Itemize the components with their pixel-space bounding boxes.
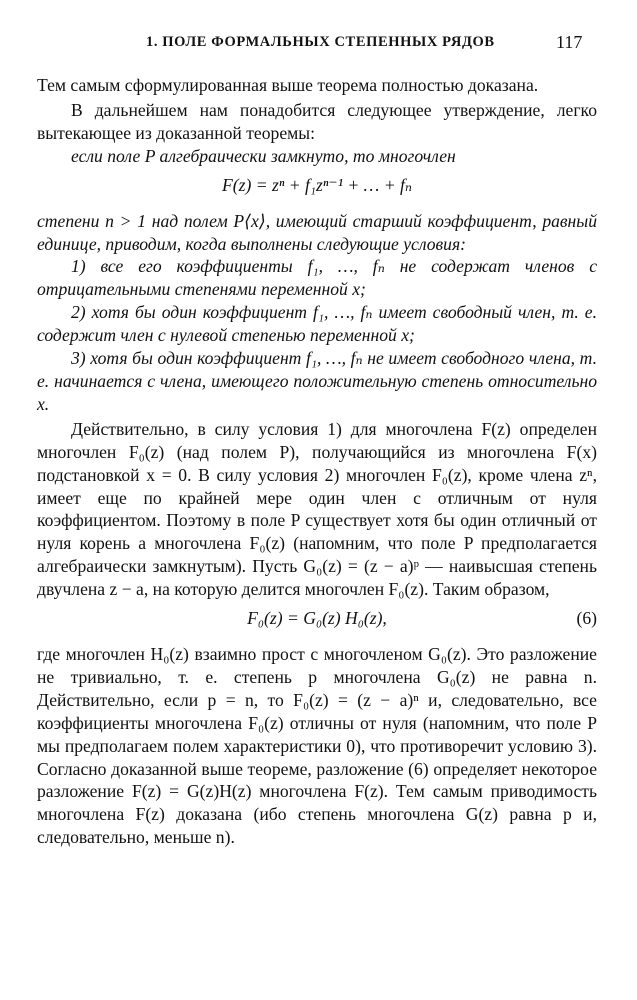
page-body: [37, 74, 597, 849]
condition-3: 3) хотя бы один коэффициент f₁, …, fₙ не имеет свободного члена, т. е. начинается с члена, имеющего положительную степень относительно x.: [37, 348, 597, 414]
paragraph-proof: Действительно, в силу условия 1) для многочлена F(z) определен многочлен F₀(z) (над полем P), получающийся из многочлена F(x) подстановкой x = 0. В силу условия 2) многочлен F₀(z), кроме члена zⁿ, имеет еще по крайней мере один член с отличным от нуля коэффициентом. Поэтому в поле P существует хотя бы один отличный от нуля корень a многочлена F₀(z) (напомним, что поле P предполагается алгебраически замкнутым). Пусть G₀(z) = (z − a)ᵖ — наивысшая степень двучлена z − a, на которую делится многочлен F₀(z). Таким образом,: [37, 418, 597, 600]
equation-polynomial: [37, 168, 597, 210]
equation-factorization-text: F₀(z) = G₀(z) H₀(z),: [247, 608, 387, 629]
equation-number: (6): [576, 608, 597, 629]
equation-polynomial-text: F(z) = zⁿ + f₁zⁿ⁻¹ + … + fₙ: [222, 174, 412, 195]
condition-1: 1) все его коэффициенты f₁, …, fₙ не содержат членов с отрицательными степенями переменной x;: [37, 256, 597, 300]
paragraph-proof-continued: где многочлен H₀(z) взаимно прост с многочленом G₀(z). Это разложение не тривиально, т. е. степень p многочлена G₀(z) не равна n. Действительно, если p = n, то F₀(z) = (z − a)ⁿ и, следовательно, все коэффициенты многочлена F₀(z) отличны от нуля (напомним, что поле P мы предполагаем полем характеристики 0), что противоречит условию 3). Согласно доказанной выше теореме, разложение (6) определяет некоторое разложение F(z) = G(z)H(z) многочлена F(z). Тем самым приводимость многочлена F(z) доказана (ибо степень многочлена G(z) равна p и, следовательно, меньше n).: [37, 644, 597, 848]
page-header: [0, 32, 637, 56]
page-number: 117: [556, 32, 583, 52]
condition-2: 2) хотя бы один коэффициент f₁, …, fₙ имеет свободный член, т. е. содержит член с нулевой степенью переменной x;: [37, 302, 597, 346]
running-title: 1. ПОЛЕ ФОРМАЛЬНЫХ СТЕПЕННЫХ РЯДОВ: [146, 34, 495, 50]
statement-continuation: степени n > 1 над полем P⟨x⟩, имеющий старший коэффициент, равный единице, приводим, когда выполнены следующие условия:: [37, 210, 597, 254]
paragraph-intro-statement: В дальнейшем нам понадобится следующее утверждение, легко вытекающее из доказанной теоремы:: [37, 99, 597, 143]
statement-condition: если поле P алгебраически замкнуто, то многочлен: [71, 145, 456, 166]
paragraph-conclusion: Тем самым сформулированная выше теорема полностью доказана.: [37, 75, 539, 95]
equation-factorization: [37, 601, 597, 643]
